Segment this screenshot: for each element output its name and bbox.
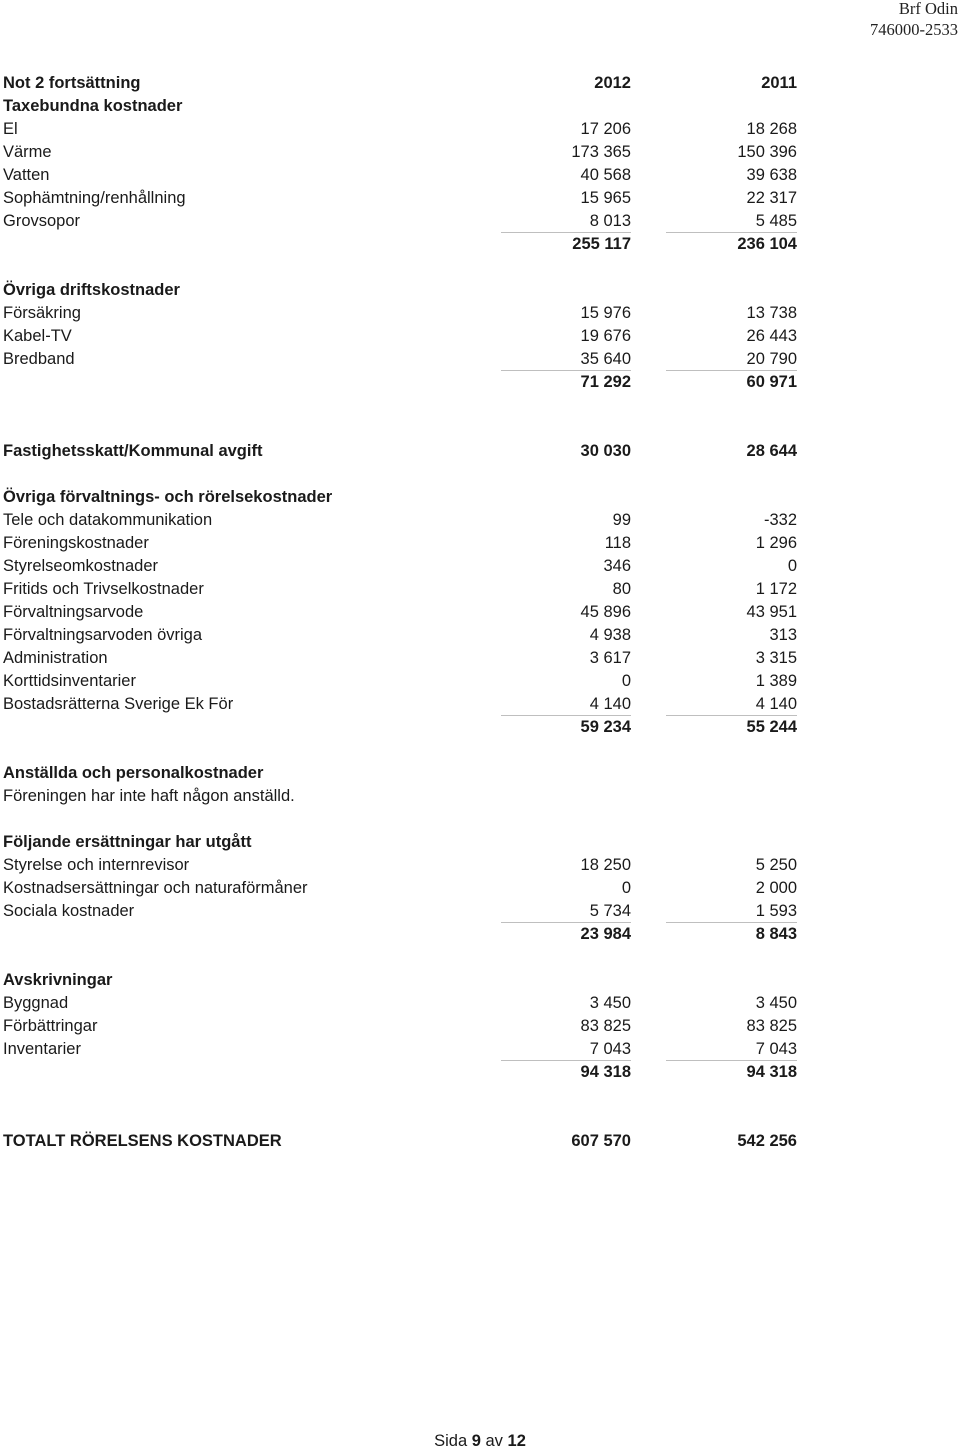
subtotal-row: 94 318 94 318	[580, 1063, 797, 1081]
organization-number: 746000-2533	[870, 20, 958, 39]
year-current-header: 2012	[594, 74, 631, 92]
table-row: Inventarier 7 043 7 043	[3, 1040, 797, 1058]
table-row: Försäkring 15 976 13 738	[3, 304, 797, 322]
note-title: Not 2 fortsättning	[3, 74, 141, 92]
table-row: Föreningskostnader 118 1 296	[3, 534, 797, 552]
table-row: Byggnad 3 450 3 450	[3, 994, 797, 1012]
document-header	[870, 0, 958, 40]
table-row: Styrelse och internrevisor 18 250 5 250	[3, 856, 797, 874]
table-row: Grovsopor 8 013 5 485	[3, 212, 797, 230]
section-title: Anställda och personalkostnader	[3, 764, 264, 782]
table-row: Förbättringar 83 825 83 825	[3, 1017, 797, 1035]
table-row: Vatten 40 568 39 638	[3, 166, 797, 184]
table-row: Fritids och Trivselkostnader 80 1 172	[3, 580, 797, 598]
table-row: Korttidsinventarier 0 1 389	[3, 672, 797, 690]
page-prefix: Sida	[434, 1432, 468, 1450]
total-pages: 12	[507, 1432, 526, 1450]
table-row: Tele och datakommunikation 99 -332	[3, 511, 797, 529]
table-row: Värme 173 365 150 396	[3, 143, 797, 161]
section-title: Övriga förvaltnings- och rörelsekostnader	[3, 488, 333, 506]
table-row: Kabel-TV 19 676 26 443	[3, 327, 797, 345]
note-heading-row	[3, 72, 803, 95]
subtotal-row: 255 117 236 104	[572, 235, 797, 253]
property-tax-row: Fastighetsskatt/Kommunal avgift 30 030 28 644	[3, 442, 797, 460]
current-page: 9	[471, 1432, 481, 1450]
section-title: Avskrivningar	[3, 971, 113, 989]
subtotal-row: 59 234 55 244	[580, 718, 797, 736]
section-title: Taxebundna kostnader	[3, 97, 183, 115]
table-row: Förvaltningsarvode 45 896 43 951	[3, 603, 797, 621]
grand-total-row: TOTALT RÖRELSENS KOSTNADER 607 570 542 256	[3, 1132, 797, 1150]
table-row: Kostnadsersättningar och naturaförmåner 0 2 000	[3, 879, 797, 897]
table-row: Sociala kostnader 5 734 1 593	[3, 902, 797, 920]
cost-note-table	[3, 72, 803, 1153]
table-row: Administration 3 617 3 315	[3, 649, 797, 667]
table-row: Styrelseomkostnader 346 0	[3, 557, 797, 575]
table-row: Förvaltningsarvoden övriga 4 938 313	[3, 626, 797, 644]
table-row: Bostadsrätterna Sverige Ek För 4 140 4 140	[3, 695, 797, 713]
table-row: Sophämtning/renhållning 15 965 22 317	[3, 189, 797, 207]
subtotal-row: 23 984 8 843	[580, 925, 797, 943]
section-title: Övriga driftskostnader	[3, 281, 180, 299]
subtotal-row: 71 292 60 971	[580, 373, 797, 391]
table-row: El 17 206 18 268	[3, 120, 797, 138]
year-previous-header: 2011	[761, 74, 797, 92]
section-title: Följande ersättningar har utgått	[3, 833, 252, 851]
page-separator: av	[485, 1432, 503, 1450]
staff-note-text: Föreningen har inte haft någon anställd.	[3, 787, 295, 805]
page-number	[0, 1430, 960, 1452]
table-row: Bredband 35 640 20 790	[3, 350, 797, 368]
association-name: Brf Odin	[898, 0, 958, 18]
